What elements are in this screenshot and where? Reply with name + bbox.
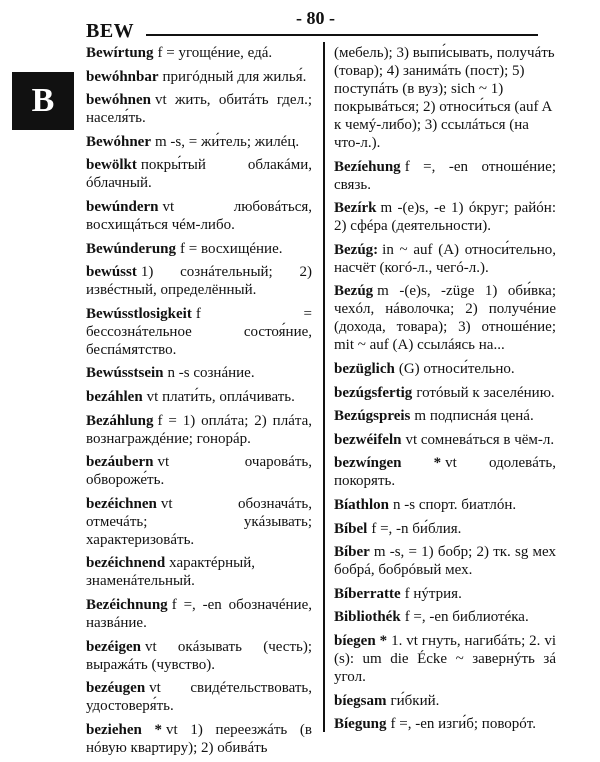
section-letter-tab <box>12 72 74 130</box>
entry-definition: vt жить, обитáть гдел.; населя́ть. <box>86 92 312 127</box>
dictionary-entry <box>86 156 312 192</box>
entry-headword: bezüglich <box>334 360 395 377</box>
dictionary-entry <box>86 133 312 151</box>
entry-headword: beziehen * <box>86 721 162 738</box>
dictionary-entry <box>334 158 556 194</box>
entry-headword: Bíathlon <box>334 496 390 513</box>
dictionary-entry <box>334 407 556 425</box>
dictionary-entry <box>334 496 556 514</box>
dictionary-entry <box>334 543 556 579</box>
entry-definition: vt свидéтельствовать, удостоверя́ть. <box>86 680 312 715</box>
dictionary-entry <box>86 554 312 590</box>
entry-headword: Bíbel <box>334 520 368 537</box>
dictionary-entry <box>86 305 312 359</box>
column-divider <box>323 42 325 732</box>
dictionary-entry <box>86 240 312 258</box>
entry-headword: bezéigen <box>86 638 141 655</box>
dictionary-entry <box>334 632 556 686</box>
continued-entry: (мебель); 3) выпи́сывать, получáть (товар); 4) занимáть (пост); 5) поступáть (в вуз); sich ~ 1) покрывáться; 2) относи́ться (auf A к чемý-либо); 3) ссылáться (на что-л.). <box>334 45 555 151</box>
entry-headword: Bewóhner <box>86 133 151 150</box>
entry-definition: f = бессознáтельное состоя́ние, беспáмятство. <box>86 305 312 358</box>
dictionary-entry <box>334 715 556 733</box>
dictionary-entry <box>334 585 556 603</box>
dictionary-entry <box>86 679 312 715</box>
dictionary-entry <box>334 282 556 354</box>
entry-headword: Bíberratte <box>334 585 401 602</box>
dictionary-entry <box>334 241 556 277</box>
entry-headword: Bezírk <box>334 200 377 217</box>
entry-definition: n -s сознáние. <box>167 365 255 382</box>
entry-headword: Bewúnderung <box>86 240 177 257</box>
entry-definition: f =, -en обозначéние, назвáние. <box>86 596 312 631</box>
entry-headword: bezáhlen <box>86 388 143 405</box>
entry-definition: покры́тый облакáми, óблачный. <box>86 157 312 192</box>
dictionary-entry <box>334 384 556 402</box>
page-number: - 80 - <box>290 8 341 29</box>
entry-headword: bíegen * <box>334 632 388 649</box>
entry-headword: bewússt <box>86 264 137 281</box>
entry-headword: bewölkt <box>86 157 137 174</box>
entry-definition: vt плати́ть, оплáчивать. <box>146 388 295 405</box>
dictionary-entry <box>334 608 556 626</box>
entry-definition: vt очаровáть, обвороже́ть. <box>86 454 312 489</box>
dictionary-entry <box>86 495 312 549</box>
entry-definition: vt обозначáть, отмечáть; укáзывать; характеризовáть. <box>86 495 312 548</box>
dictionary-entry <box>86 388 312 406</box>
entry-definition: (G) относи́тельно. <box>398 360 515 377</box>
entry-definition: f =, -en изги́б; поворóт. <box>390 716 536 733</box>
entry-definition: f = 1) оплáта; 2) плáта, вознаграждéние; гонорáр. <box>86 412 312 447</box>
entry-headword: Bewússtsein <box>86 365 164 382</box>
section-letter: B <box>31 82 55 119</box>
entry-headword: Bezíehung <box>334 158 401 175</box>
entry-definition: ги́бкий. <box>390 692 440 709</box>
header-rule <box>146 34 538 36</box>
entry-headword: Bezúgspreis <box>334 408 411 425</box>
entry-definition: vt 1) переезжáть (в нóвую квартиру); 2) обивáть <box>86 721 312 756</box>
entry-headword: Bibliothék <box>334 609 401 626</box>
entry-definition: vt окáзывать (честь); выражáть (чувство). <box>86 638 312 673</box>
entry-headword: bezúgsfertig <box>334 384 413 401</box>
entry-headword: bewóhnbar <box>86 68 159 85</box>
entry-definition: m -s, = жи́тель; жилéц. <box>155 133 300 150</box>
dictionary-entry <box>86 638 312 674</box>
entry-headword: Bewírtung <box>86 45 154 61</box>
entry-definition: vt сомневáться в чём-л. <box>405 431 555 448</box>
entry-definition: vt одолевáть, покорять. <box>334 455 557 490</box>
entry-definition: f = восхищéние. <box>180 240 283 257</box>
entry-definition: 1) сознáтельный; 2) извéстный, определённый. <box>86 264 312 299</box>
entry-headword: Bezúg <box>334 283 374 300</box>
dictionary-entry <box>86 721 312 757</box>
left-column <box>86 44 312 762</box>
entry-definition: in ~ auf (A) относи́тельно, насчёт (когó-л., чегó-л.). <box>334 241 556 276</box>
dictionary-entry <box>86 68 312 86</box>
entry-definition: f = угощéние, едá. <box>157 45 273 61</box>
entry-headword: Bezáhlung <box>86 412 154 429</box>
entry-headword: Bíber <box>334 544 370 561</box>
entry-headword: bezéugen <box>86 680 146 697</box>
dictionary-entry <box>334 431 556 449</box>
dictionary-entry <box>86 263 312 299</box>
entry-definition: 1. vt гнуть, нагибáть; 2. vi (s): um die Écke ~ завернýть зá угол. <box>334 632 556 685</box>
dictionary-entry <box>86 453 312 489</box>
entry-headword: bezáubern <box>86 454 154 471</box>
entry-headword: bezéichnend <box>86 555 166 572</box>
entry-headword: Bewússtlosigkeit <box>86 305 192 322</box>
entry-definition: пригóдный для жилья́. <box>162 68 307 85</box>
dictionary-entry <box>86 364 312 382</box>
dictionary-entry <box>334 360 556 378</box>
dictionary-entry <box>86 44 312 62</box>
dictionary-entry <box>86 596 312 632</box>
entry-definition: f =, -en библиотéка. <box>404 609 529 626</box>
entry-headword: bezwíngen * <box>334 455 442 472</box>
dictionary-entry <box>86 412 312 448</box>
entry-headword: bewúndern <box>86 198 159 215</box>
dictionary-entry <box>86 198 312 234</box>
dictionary-entry <box>334 199 556 235</box>
entry-definition: m -s, = 1) бобр; 2) тк. sg мех бобрá, бобрóвый мех. <box>334 544 556 579</box>
entry-definition: f =, -en отношéние; связь. <box>334 158 556 193</box>
entry-headword: bezéichnen <box>86 495 157 512</box>
guide-word: BEW <box>86 20 135 42</box>
entry-definition: готóвый к заселéнию. <box>416 384 555 401</box>
entry-headword: Bezúg: <box>334 241 379 258</box>
entry-headword: bewóhnen <box>86 92 152 109</box>
entry-definition: m -(e)s, -e 1) óкруг; райóн: 2) сфéра (деятельности). <box>334 200 556 235</box>
dictionary-entry <box>334 520 556 538</box>
entry-definition: m -(e)s, -züge 1) оби́вка; чехóл, нáволочка; 2) получéние (дохода, товара); 3) отношéние; mit ~ auf (A) ссылáясь на... <box>334 283 556 354</box>
dictionary-entry <box>86 91 312 127</box>
dictionary-entry <box>334 454 556 490</box>
entry-definition: f =, -n би́блия. <box>371 520 462 537</box>
entry-headword: Bíegung <box>334 716 387 733</box>
entry-definition: vt любовáться, восхищáться чéм-либо. <box>86 198 312 233</box>
entry-headword: Bezéichnung <box>86 596 168 613</box>
entry-definition: m подписнáя ценá. <box>414 408 534 425</box>
entry-headword: bezwéifeln <box>334 431 402 448</box>
entry-headword: bíegsam <box>334 692 387 709</box>
entry-definition: f нýтрия. <box>404 585 462 602</box>
entry-definition: характéрный, знаменáтельный. <box>86 555 255 590</box>
page-header <box>0 6 600 42</box>
entry-definition: n -s спорт. биатлóн. <box>393 496 517 513</box>
dictionary-entry <box>334 692 556 710</box>
right-column <box>334 44 556 739</box>
